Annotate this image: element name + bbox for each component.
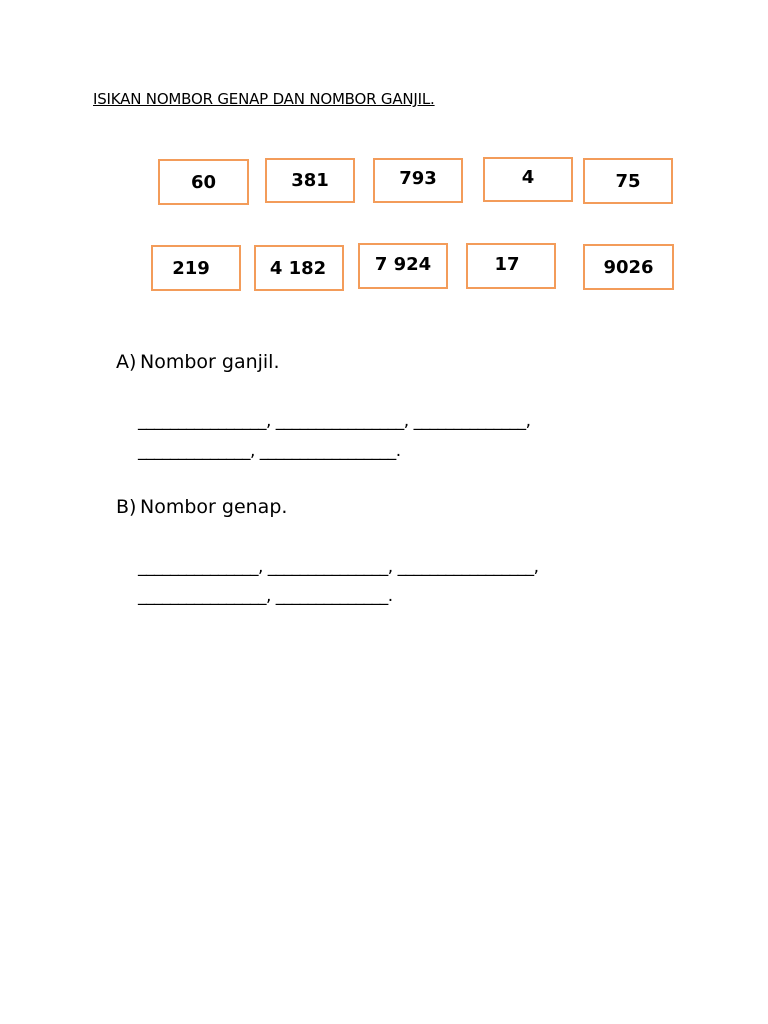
number-value: 219 [172, 257, 210, 279]
number-value: 793 [399, 168, 437, 189]
section-b-label: Nombor genap. [140, 496, 288, 518]
number-value: 7 924 [374, 253, 432, 275]
section-b-letter: B) [116, 496, 137, 518]
worksheet-title: ISIKAN NOMBOR GENAP DAN NOMBOR GANJIL. [93, 90, 435, 108]
number-box [483, 157, 573, 202]
number-box [265, 158, 355, 203]
number-value: 17 [494, 253, 520, 275]
number-box [254, 245, 344, 291]
section-a-heading [116, 351, 280, 373]
section-a-label: Nombor ganjil. [140, 351, 280, 373]
answer-blank-line[interactable]: _______________, _______________, _________________, [138, 557, 539, 577]
number-box [358, 243, 448, 289]
number-value: 60 [190, 171, 217, 193]
number-box [583, 158, 673, 204]
number-value: 4 [521, 167, 535, 188]
number-box [373, 158, 463, 203]
number-value: 75 [615, 170, 641, 192]
number-value: 381 [291, 170, 329, 191]
number-box [151, 245, 241, 291]
section-a-letter: A) [116, 351, 137, 373]
number-value: 4 182 [269, 257, 327, 279]
answer-blank-line[interactable]: ________________, ______________. [138, 586, 393, 606]
number-box [466, 243, 556, 289]
number-box [158, 159, 249, 205]
number-value: 9026 [603, 256, 654, 278]
number-box [583, 244, 674, 290]
section-b-heading [116, 496, 287, 518]
answer-blank-line[interactable]: ________________, ________________, ______________, [138, 411, 531, 431]
answer-blank-line[interactable]: ______________, _________________. [138, 441, 401, 461]
